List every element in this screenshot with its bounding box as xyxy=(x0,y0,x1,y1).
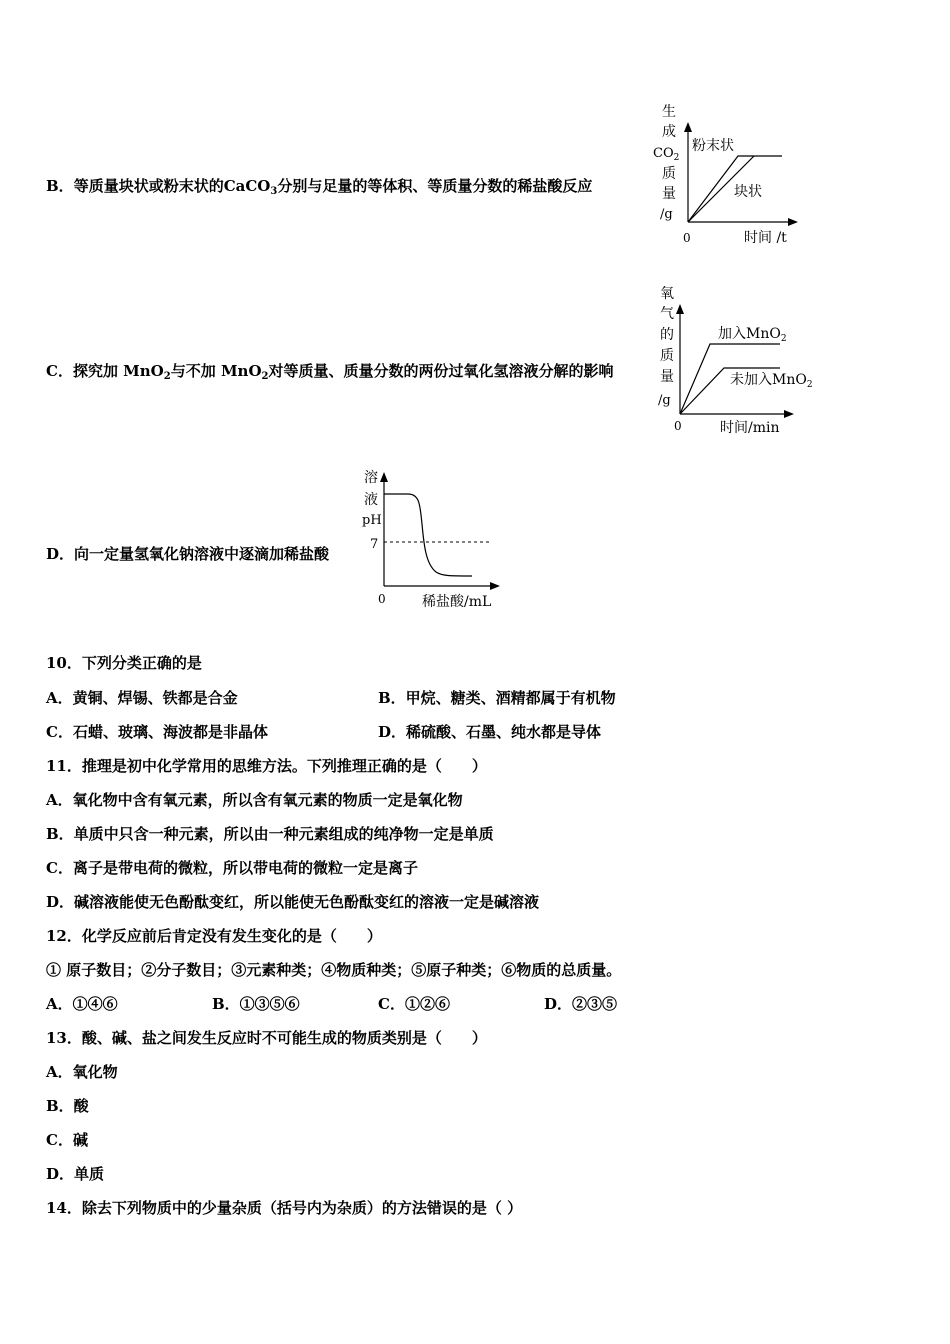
graph-b-ylabel-3: $CO_2$ xyxy=(653,146,680,163)
graph-c-curve-with: 加入MnO$_2$ xyxy=(718,326,787,344)
graph-b-ylabel-5: 量 xyxy=(662,186,676,202)
q11-option-d: D．碱溶液能使无色酚酞变红，所以能使无色酚酞变红的溶液一定是碱溶液 xyxy=(46,893,540,911)
q14-stem: 14．除去下列物质中的少量杂质（括号内为杂质）的方法错误的是（ ） xyxy=(46,1199,523,1217)
graph-c-ylabel-6: /g xyxy=(658,393,671,408)
graph-c-origin: 0 xyxy=(674,419,682,433)
q10-option-d: D．稀硫酸、石墨、纯水都是导体 xyxy=(378,723,602,741)
q10-option-a: A．黄铜、焊锡、铁都是合金 xyxy=(46,689,238,707)
graph-d-ylabel-3: pH xyxy=(362,513,382,528)
q12-stem: 12．化学反应前后肯定没有发生变化的是（ ） xyxy=(46,927,382,945)
graph-b-ylabel-4: 质 xyxy=(662,166,676,182)
q13-option-c: C．碱 xyxy=(46,1131,88,1149)
q13-stem: 13．酸、碱、盐之间发生反应时不可能生成的物质类别是（ ） xyxy=(46,1029,487,1047)
graph-c-ylabel-3: 的 xyxy=(660,327,674,343)
q12-option-c: C．①②⑥ xyxy=(378,995,450,1013)
q11-option-b: B．单质中只含一种元素，所以由一种元素组成的纯净物一定是单质 xyxy=(46,825,494,843)
graph-b-ylabel-2: 成 xyxy=(662,124,676,140)
q13-option-d: D．单质 xyxy=(46,1165,105,1183)
q13-option-b: B．酸 xyxy=(46,1097,89,1115)
option-d-text: D．向一定量氢氧化钠溶液中逐滴加稀盐酸 xyxy=(46,545,330,563)
graph-b-curve-powder: 粉末状 xyxy=(692,138,734,154)
q12-option-d: D．②③⑤ xyxy=(544,995,618,1013)
graph-c-ylabel-1: 氧 xyxy=(660,286,674,302)
graph-c xyxy=(650,282,840,442)
graph-d-seven: 7 xyxy=(370,537,379,552)
graph-d xyxy=(358,466,508,616)
q12-option-b: B．①③⑤⑥ xyxy=(212,995,300,1013)
q10-option-b: B．甲烷、糖类、酒精都属于有机物 xyxy=(378,689,616,707)
q13-option-a: A．氧化物 xyxy=(46,1063,118,1081)
q11-option-c: C．离子是带电荷的微粒，所以带电荷的微粒一定是离子 xyxy=(46,859,418,877)
q12-option-a: A．①④⑥ xyxy=(46,995,118,1013)
graph-d-xlabel: 稀盐酸/mL xyxy=(422,594,492,610)
graph-c-ylabel-2: 气 xyxy=(660,306,674,322)
option-c-text: C．探究加 MnO$_2$与不加 MnO$_2$对等质量、质量分数的两份过氧化氢溶液分解的影响 xyxy=(46,362,614,382)
option-b-text: B．等质量块状或粉末状的CaCO$_3$分别与足量的等体积、等质量分数的稀盐酸反应 xyxy=(46,177,593,197)
graph-b-ylabel-6: /g xyxy=(660,207,673,222)
graph-b-curve-block: 块状 xyxy=(734,184,762,200)
q10-stem: 10．下列分类正确的是 xyxy=(46,654,202,672)
q11-stem: 11．推理是初中化学常用的思维方法。下列推理正确的是（ ） xyxy=(46,757,487,775)
graph-c-curve-without: 未加入MnO$_2$ xyxy=(730,372,813,390)
graph-c-xlabel: 时间/min xyxy=(720,420,780,436)
q10-option-c: C．石蜡、玻璃、海波都是非晶体 xyxy=(46,723,268,741)
graph-b xyxy=(650,100,810,250)
graph-b-ylabel-1: 生 xyxy=(662,104,676,120)
graph-d-ylabel-1: 溶 xyxy=(364,470,378,486)
q12-items: ① 原子数目；②分子数目；③元素种类；④物质种类；⑤原子种类；⑥物质的总质量。 xyxy=(46,961,622,979)
q11-option-a: A．氧化物中含有氧元素，所以含有氧元素的物质一定是氧化物 xyxy=(46,791,463,809)
graph-c-ylabel-4: 质 xyxy=(660,348,674,364)
graph-d-origin: 0 xyxy=(378,592,386,606)
graph-b-origin: 0 xyxy=(683,231,691,245)
graph-b-xlabel: 时间 /t xyxy=(744,230,787,246)
graph-d-ylabel-2: 液 xyxy=(364,492,378,508)
graph-c-ylabel-5: 量 xyxy=(660,369,674,385)
